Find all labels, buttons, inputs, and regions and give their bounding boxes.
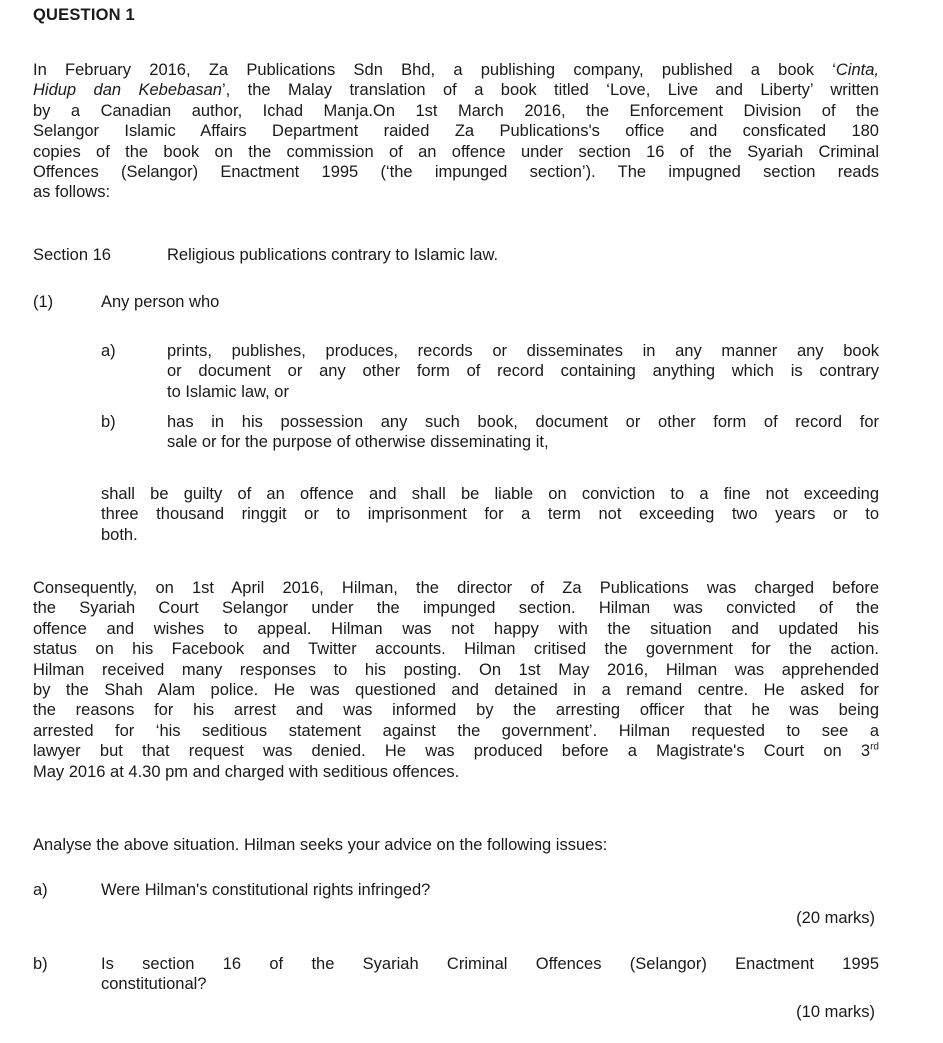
facts-paragraph: Consequently, on 1st April 2016, Hilman, the director of Za Publications was charged before the Syariah Court Selangor under the impunged section. Hilman was convicted of the offence and wishes to appeal. Hilman was not happy with the situation and updated his status on his Facebook and Twitter accounts. Hilman critised the government for the action. Hilman received many responses to his posting. On 1st May 2016, Hilman was apprehended by the Shah Alam police. He was questioned and detained in a remand centre. He asked for the reasons for his arrest and was informed by the arresting officer that he was being arrested for ‘his seditious statement against the government’. Hilman requested to see a lawyer but that request was denied. He was produced before a Magistrate's Court on 3rd May 2016 at 4.30 pm and charged with seditious offences.: [33, 579, 879, 781]
intro-paragraph: [33, 60, 879, 203]
intro-line: copies of the book on the commission of an offence under section 16 of the Syariah Criminal: [33, 142, 879, 161]
section-title: Religious publications contrary to Islamic law.: [167, 246, 499, 264]
intro-line: by a Canadian author, Ichad Manja.On 1st March 2016, the Enforcement Division of the: [33, 101, 879, 120]
question-b-letter: b): [33, 955, 48, 973]
intro-line: Hidup dan Kebebasan’, the Malay translation of a book titled ‘Love, Live and Liberty’ written: [33, 81, 879, 100]
intro-line: as follows:: [33, 183, 111, 202]
item-b-text: has in his possession any such book, document or other form of record for sale or for the purpose of otherwise disseminating it,: [167, 413, 879, 452]
question-b-marks: (10 marks): [796, 1003, 875, 1021]
intro-line: Offences (Selangor) Enactment 1995 (‘the impunged section’). The impugned section reads: [33, 163, 879, 182]
item-b-letter: b): [101, 413, 116, 431]
question-a-marks: (20 marks): [796, 909, 875, 927]
subsection-number: (1): [33, 293, 54, 311]
question-b-text: Is section 16 of the Syariah Criminal Offences (Selangor) Enactment 1995 constitutional?: [101, 955, 879, 994]
section-number: Section 16: [33, 246, 111, 264]
intro-line: In February 2016, Za Publications Sdn Bhd, a publishing company, published a book ‘Cinta,: [33, 61, 879, 79]
analyse-instruction: Analyse the above situation. Hilman seeks your advice on the following issues:: [33, 836, 608, 854]
subsection-text: Any person who: [101, 293, 220, 311]
item-a-text: prints, publishes, produces, records or disseminates in any manner any book or document or any other form of record containing anything which is contrary to Islamic law, or: [167, 342, 879, 401]
question-a-letter: a): [33, 881, 48, 899]
question-heading: QUESTION 1: [33, 6, 135, 24]
question-a-text: Were Hilman's constitutional rights infringed?: [101, 881, 431, 899]
penalty-clause: shall be guilty of an offence and shall be liable on conviction to a fine not exceeding three thousand ringgit or to imprisonment for a term not exceeding two years or to both.: [101, 485, 879, 544]
item-a-letter: a): [101, 342, 116, 360]
intro-line: Selangor Islamic Affairs Department raided Za Publications's office and consficated 180: [33, 122, 879, 141]
